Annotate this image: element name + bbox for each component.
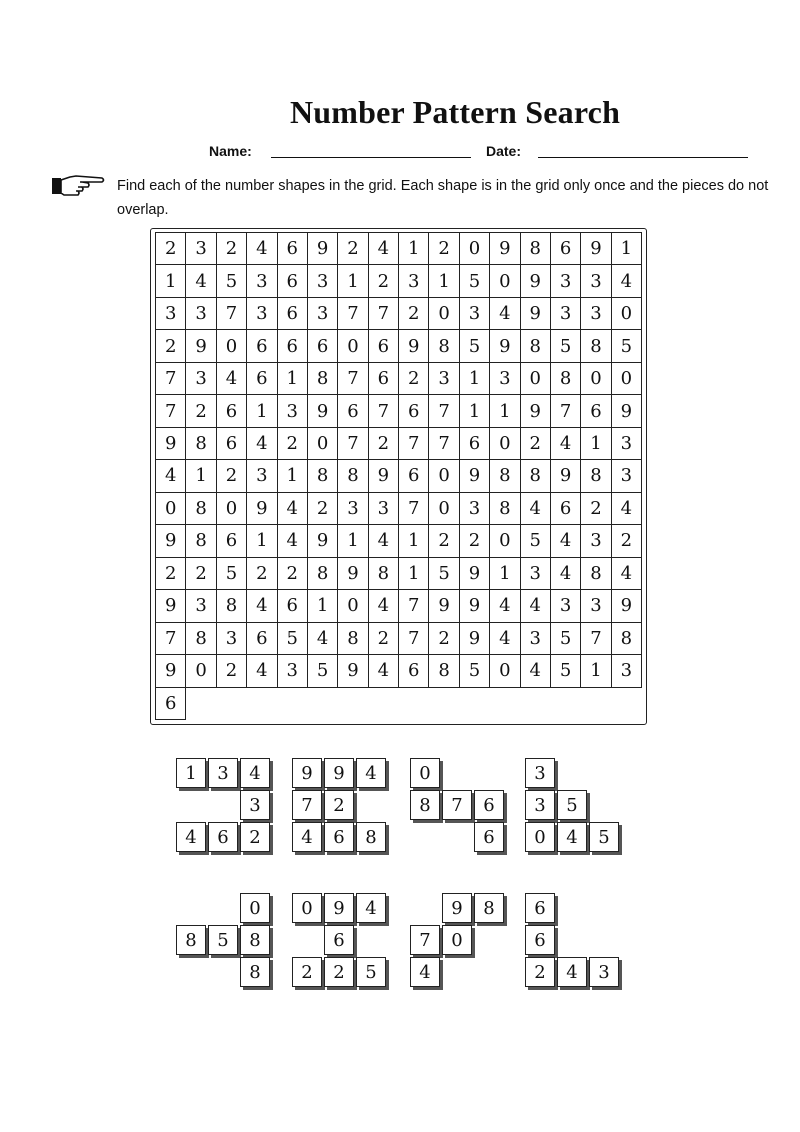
grid-cell: 3: [521, 558, 551, 590]
grid-cell: 3: [551, 265, 581, 297]
grid-cell: 3: [490, 363, 520, 395]
grid-cell: 7: [369, 298, 399, 330]
shape-cell: 9: [442, 893, 472, 923]
grid-cell: 6: [460, 428, 490, 460]
grid-cell: 7: [399, 428, 429, 460]
grid-cell: 7: [581, 623, 611, 655]
grid-cell: 2: [278, 558, 308, 590]
grid-cell: 0: [429, 298, 459, 330]
grid-cell: 9: [308, 395, 338, 427]
grid-cell: 7: [338, 298, 368, 330]
grid-cell: 6: [217, 428, 247, 460]
grid-cell: 7: [217, 298, 247, 330]
shape-cell: 2: [324, 957, 354, 987]
grid-cell: 0: [429, 493, 459, 525]
shape-cell: 4: [176, 822, 206, 852]
grid-cell: 9: [521, 298, 551, 330]
date-label: Date:: [486, 143, 522, 159]
grid-cell: 4: [369, 525, 399, 557]
grid-cell: 2: [460, 525, 490, 557]
grid-cell: 8: [521, 330, 551, 362]
grid-cell: 1: [308, 590, 338, 622]
shape-cell: 3: [525, 758, 555, 788]
name-label: Name:: [209, 143, 252, 159]
grid-cell: 2: [399, 298, 429, 330]
grid-cell: 9: [612, 395, 642, 427]
grid-cell: 6: [308, 330, 338, 362]
grid-cell: 3: [612, 460, 642, 492]
grid-cell: 1: [429, 265, 459, 297]
grid-cell: 7: [429, 428, 459, 460]
grid-cell: 5: [551, 330, 581, 362]
grid-cell: 2: [156, 330, 186, 362]
grid-cell: 6: [399, 655, 429, 687]
grid-cell: 8: [186, 428, 216, 460]
grid-cell: 7: [429, 395, 459, 427]
grid-cell: 3: [308, 298, 338, 330]
shape-cell: 6: [208, 822, 238, 852]
grid-cell: 2: [581, 493, 611, 525]
grid-cell: 8: [490, 493, 520, 525]
grid-cell: 1: [612, 233, 642, 265]
grid-cell: 5: [460, 265, 490, 297]
grid-cell: 1: [399, 233, 429, 265]
grid-cell: 1: [399, 525, 429, 557]
shape-cell: 8: [240, 957, 270, 987]
grid-cell: 4: [369, 590, 399, 622]
shape-cell: 6: [324, 925, 354, 955]
grid-cell: 3: [156, 298, 186, 330]
grid-cell: 6: [217, 525, 247, 557]
grid-cell: 4: [217, 363, 247, 395]
grid-cell: 4: [369, 655, 399, 687]
shape-cell: 6: [324, 822, 354, 852]
grid-cell: 3: [581, 265, 611, 297]
grid-cell: 8: [551, 363, 581, 395]
grid-cell: 3: [429, 363, 459, 395]
grid-cell: 3: [217, 623, 247, 655]
grid-cell: 9: [551, 460, 581, 492]
shape-cell: 6: [525, 893, 555, 923]
grid-cell: 5: [217, 558, 247, 590]
grid-cell: 4: [156, 460, 186, 492]
shape-cell: 6: [474, 822, 504, 852]
grid-cell: 0: [490, 428, 520, 460]
grid-cell: 1: [338, 265, 368, 297]
grid-cell: 4: [308, 623, 338, 655]
grid-cell: 2: [308, 493, 338, 525]
grid-cell: 5: [521, 525, 551, 557]
grid-cell: 3: [278, 655, 308, 687]
shape-cell: 0: [525, 822, 555, 852]
name-date-row: [0, 143, 800, 167]
grid-cell: 3: [581, 525, 611, 557]
grid-cell: 8: [521, 460, 551, 492]
shape-cell: 8: [356, 822, 386, 852]
grid-cell: 4: [521, 655, 551, 687]
grid-cell: 5: [429, 558, 459, 590]
shape-cell: 9: [292, 758, 322, 788]
grid-cell: 4: [551, 558, 581, 590]
grid-cell: 7: [338, 363, 368, 395]
shape-cell: 4: [292, 822, 322, 852]
grid-cell: 8: [186, 493, 216, 525]
grid-cell: 6: [278, 298, 308, 330]
grid-cell: 0: [217, 330, 247, 362]
shape-cell: 5: [557, 790, 587, 820]
grid-cell: 8: [338, 623, 368, 655]
grid-cell: 2: [521, 428, 551, 460]
grid-cell: 2: [369, 428, 399, 460]
grid-cell: 6: [217, 395, 247, 427]
grid-cell: 9: [490, 233, 520, 265]
grid-cell: 8: [308, 558, 338, 590]
grid-cell: 2: [247, 558, 277, 590]
grid-cell: 4: [247, 655, 277, 687]
grid-cell: 0: [521, 363, 551, 395]
grid-cell: 4: [551, 525, 581, 557]
shape-cell: 1: [176, 758, 206, 788]
grid-cell: 8: [186, 525, 216, 557]
grid-cell: 4: [490, 590, 520, 622]
grid-cell: 9: [369, 460, 399, 492]
page-title: Number Pattern Search: [290, 94, 621, 130]
grid-cell: 1: [490, 558, 520, 590]
shape-cell: 2: [324, 790, 354, 820]
grid-cell: 2: [186, 558, 216, 590]
shape-cell: 8: [410, 790, 440, 820]
grid-cell: 8: [308, 460, 338, 492]
grid-cell: 8: [581, 558, 611, 590]
grid-cell: 0: [156, 493, 186, 525]
grid-cell: 0: [490, 265, 520, 297]
grid-cell: 1: [156, 265, 186, 297]
name-field[interactable]: [271, 157, 471, 158]
date-field[interactable]: [538, 157, 748, 158]
shape-cell: 5: [208, 925, 238, 955]
grid-cell: 6: [399, 460, 429, 492]
grid-cell: 3: [186, 363, 216, 395]
grid-cell: 8: [490, 460, 520, 492]
grid-cell: 2: [429, 623, 459, 655]
grid-cell: 4: [186, 265, 216, 297]
grid-cell: 2: [156, 558, 186, 590]
grid-cell: 8: [308, 363, 338, 395]
shape-cell: 4: [410, 957, 440, 987]
shape-cell: 9: [324, 893, 354, 923]
grid-cell: 3: [612, 428, 642, 460]
shape-cell: 4: [557, 957, 587, 987]
grid-cell: 3: [338, 493, 368, 525]
grid-cell: 6: [278, 233, 308, 265]
grid-cell: 3: [186, 590, 216, 622]
grid-cell: 3: [460, 298, 490, 330]
grid-cell: 4: [521, 590, 551, 622]
shape-cell: 6: [474, 790, 504, 820]
grid-cell: 3: [278, 395, 308, 427]
grid-cell: 1: [460, 395, 490, 427]
grid-cell: 7: [399, 623, 429, 655]
grid-cell: 5: [460, 655, 490, 687]
grid-cell: 2: [186, 395, 216, 427]
grid-cell: 6: [399, 395, 429, 427]
grid-cell: 9: [247, 493, 277, 525]
grid-cell: 4: [612, 265, 642, 297]
grid-cell: 0: [490, 525, 520, 557]
grid-cell: 6: [338, 395, 368, 427]
grid-cell: 5: [612, 330, 642, 362]
grid-cell: 7: [399, 493, 429, 525]
shape-cell: 0: [292, 893, 322, 923]
grid-cell: 5: [460, 330, 490, 362]
grid-cell: 4: [278, 493, 308, 525]
shape-cell: 5: [356, 957, 386, 987]
grid-cell: 1: [186, 460, 216, 492]
grid-cell: 5: [551, 655, 581, 687]
grid-cell: 9: [308, 233, 338, 265]
grid-cell: 4: [247, 428, 277, 460]
shape-cell: 4: [356, 893, 386, 923]
grid-cell: 2: [369, 623, 399, 655]
shape-cell: 3: [525, 790, 555, 820]
shape-cell: 4: [240, 758, 270, 788]
grid-cell: 4: [247, 590, 277, 622]
shape-cell: 3: [208, 758, 238, 788]
grid-cell: 9: [490, 330, 520, 362]
grid-cell: 2: [429, 233, 459, 265]
grid-cell: 6: [369, 330, 399, 362]
grid-cell: 8: [581, 460, 611, 492]
shape-cell: 4: [557, 822, 587, 852]
shape-cell: 7: [442, 790, 472, 820]
grid-cell: 9: [338, 655, 368, 687]
grid-cell: 4: [490, 298, 520, 330]
grid-cell: 0: [338, 590, 368, 622]
grid-cell: 3: [581, 590, 611, 622]
grid-cell: 4: [369, 233, 399, 265]
grid-cell: 9: [521, 395, 551, 427]
shape-cell: 8: [176, 925, 206, 955]
grid-cell: 7: [399, 590, 429, 622]
shape-cell: 3: [240, 790, 270, 820]
grid-cell: 2: [369, 265, 399, 297]
grid-cell: 9: [581, 233, 611, 265]
grid-cell: 4: [247, 233, 277, 265]
grid-cell: 6: [247, 623, 277, 655]
grid-cell: 2: [217, 460, 247, 492]
grid-cell: 9: [186, 330, 216, 362]
grid-cell: 3: [581, 298, 611, 330]
grid-cell: 4: [612, 493, 642, 525]
grid-cell: 0: [612, 363, 642, 395]
grid-cell: 5: [551, 623, 581, 655]
grid-cell: 3: [308, 265, 338, 297]
grid-cell: 5: [278, 623, 308, 655]
grid-cell: 0: [217, 493, 247, 525]
shape-cell: 7: [292, 790, 322, 820]
grid-cell: 2: [217, 233, 247, 265]
shape-cell: 3: [589, 957, 619, 987]
grid-cell: 0: [581, 363, 611, 395]
grid-cell: 4: [521, 493, 551, 525]
grid-cell: 1: [399, 558, 429, 590]
grid-cell: 9: [399, 330, 429, 362]
grid-cell: 9: [460, 558, 490, 590]
shape-cell: 2: [240, 822, 270, 852]
grid-cell: 8: [217, 590, 247, 622]
grid-cell: 1: [278, 363, 308, 395]
grid-cell: 8: [429, 655, 459, 687]
grid-cell: 6: [581, 395, 611, 427]
grid-cell: 7: [156, 623, 186, 655]
grid-cell: 6: [551, 493, 581, 525]
grid-cell: 8: [429, 330, 459, 362]
grid-cell: 9: [156, 428, 186, 460]
shape-cell: 2: [525, 957, 555, 987]
grid-cell: 7: [338, 428, 368, 460]
grid-cell: 2: [399, 363, 429, 395]
shape-cell: 8: [474, 893, 504, 923]
grid-cell: 6: [247, 330, 277, 362]
grid-cell: 9: [460, 623, 490, 655]
grid-cell: 9: [521, 265, 551, 297]
grid-cell: 8: [338, 460, 368, 492]
shape-cell: 8: [240, 925, 270, 955]
grid-cell: 3: [521, 623, 551, 655]
grid-cell: 2: [278, 428, 308, 460]
grid-cell: 7: [156, 395, 186, 427]
grid-cell: 1: [247, 525, 277, 557]
grid-cell: 2: [612, 525, 642, 557]
grid-cell: 0: [429, 460, 459, 492]
shape-cell: 0: [442, 925, 472, 955]
grid-cell: 1: [460, 363, 490, 395]
grid-cell: 6: [278, 590, 308, 622]
grid-cell: 4: [551, 428, 581, 460]
grid-cell: 3: [551, 590, 581, 622]
shape-cell: 5: [589, 822, 619, 852]
grid-cell: 9: [156, 655, 186, 687]
grid-cell: 2: [156, 233, 186, 265]
grid-cell: 1: [581, 655, 611, 687]
grid-cell: 9: [308, 525, 338, 557]
grid-cell: 9: [429, 590, 459, 622]
grid-cell: 7: [156, 363, 186, 395]
grid-cell: 6: [247, 363, 277, 395]
grid-cell: 0: [490, 655, 520, 687]
grid-cell: 3: [612, 655, 642, 687]
grid-cell: 3: [460, 493, 490, 525]
grid-cell: 3: [186, 298, 216, 330]
grid-cell: 2: [338, 233, 368, 265]
grid-cell: 3: [186, 233, 216, 265]
grid-cell: 2: [217, 655, 247, 687]
grid-cell: 9: [460, 590, 490, 622]
grid-cell: 0: [612, 298, 642, 330]
grid-cell: 3: [369, 493, 399, 525]
grid-cell: 6: [278, 330, 308, 362]
grid-cell: 6: [551, 233, 581, 265]
grid-cell: 8: [369, 558, 399, 590]
grid-cell: 3: [247, 460, 277, 492]
grid-cell: 6: [278, 265, 308, 297]
grid-cell: 6: [369, 363, 399, 395]
shape-cell: 9: [324, 758, 354, 788]
grid-cell: 9: [460, 460, 490, 492]
shape-cell: 2: [292, 957, 322, 987]
grid-cell: 0: [186, 655, 216, 687]
grid-cell: 8: [612, 623, 642, 655]
grid-cell: 1: [278, 460, 308, 492]
shape-cell: 7: [410, 925, 440, 955]
shape-cell: 0: [410, 758, 440, 788]
grid-cell: 2: [429, 525, 459, 557]
grid-cell: 9: [156, 525, 186, 557]
grid-cell: 9: [156, 590, 186, 622]
grid-cell: 8: [581, 330, 611, 362]
grid-cell: 3: [247, 265, 277, 297]
shape-cell: 6: [525, 925, 555, 955]
grid-cell: 4: [278, 525, 308, 557]
grid-cell: 8: [521, 233, 551, 265]
instructions-text: Find each of the number shapes in the grid. Each shape is in the grid only once and the pieces do not overlap.: [117, 178, 769, 218]
grid-cell: 1: [581, 428, 611, 460]
grid-cell: 4: [612, 558, 642, 590]
shape-cell: 4: [356, 758, 386, 788]
grid-cell: 3: [247, 298, 277, 330]
grid-cell: 5: [308, 655, 338, 687]
grid-cell: 4: [490, 623, 520, 655]
grid-cell: 0: [308, 428, 338, 460]
grid-cell: 0: [338, 330, 368, 362]
grid-cell: 3: [399, 265, 429, 297]
grid-cell: 7: [369, 395, 399, 427]
grid-cell: 6: [156, 688, 186, 720]
pointing-hand-icon: [50, 172, 106, 203]
grid-cell: 3: [551, 298, 581, 330]
grid-cell: 9: [338, 558, 368, 590]
grid-cell: 8: [186, 623, 216, 655]
number-grid: [155, 232, 642, 720]
grid-cell: 0: [460, 233, 490, 265]
grid-cell: 1: [247, 395, 277, 427]
grid-cell: 9: [612, 590, 642, 622]
grid-cell: 1: [338, 525, 368, 557]
grid-cell: 7: [551, 395, 581, 427]
grid-cell: 1: [490, 395, 520, 427]
shape-cell: 0: [240, 893, 270, 923]
grid-cell: 5: [217, 265, 247, 297]
